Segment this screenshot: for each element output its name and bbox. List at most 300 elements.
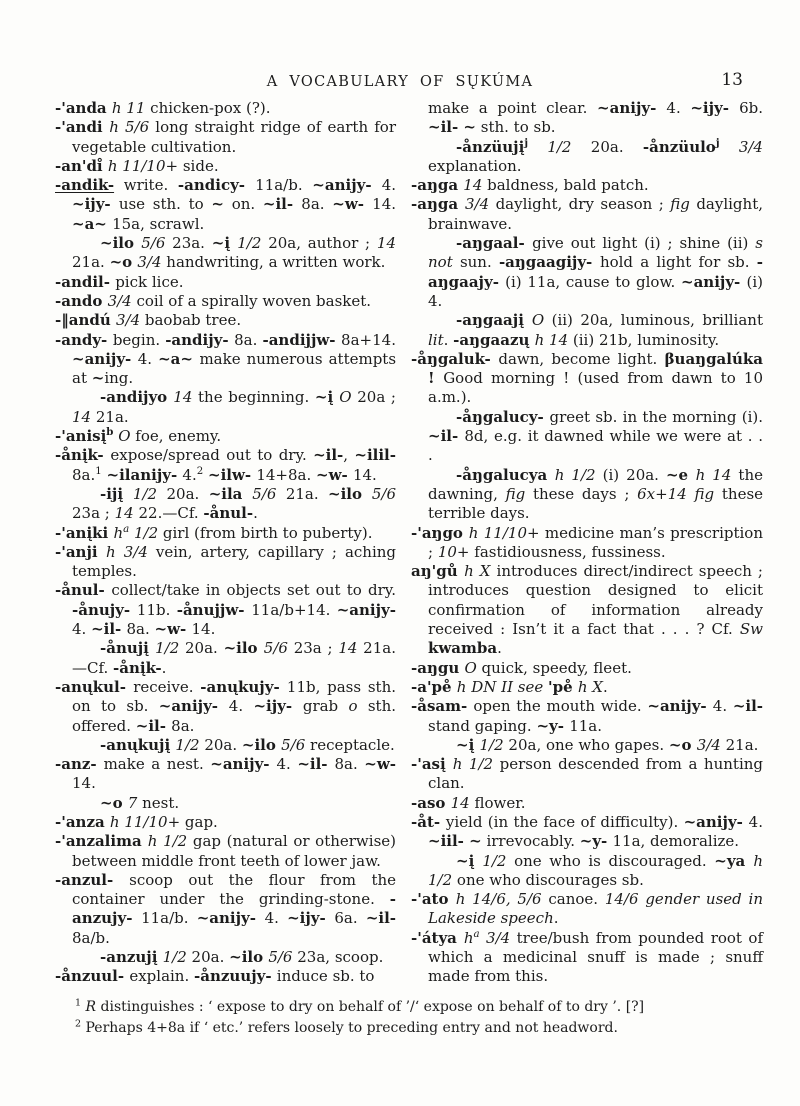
grammar-tag: 5/6 [263, 639, 294, 658]
grammar-tag: 14 [463, 176, 488, 195]
definition-text: 4. [72, 620, 92, 639]
definition-text: side. [182, 156, 219, 175]
grammar-tag: O [531, 311, 552, 330]
entry-paragraph [55, 871, 396, 948]
entry-paragraph [411, 852, 763, 891]
grammar-tag: 1/2 [547, 137, 591, 156]
definition-text: 23a ; [293, 639, 339, 658]
grammar-tag: h X [577, 677, 603, 696]
headword: ~anijy- [210, 755, 277, 774]
entry-paragraph [411, 794, 763, 813]
headword: ~ilo [223, 639, 264, 658]
entry-paragraph [55, 639, 396, 678]
headword: ~iil- ~ [428, 832, 482, 851]
definition-text: 20a. [166, 484, 209, 503]
headword-underlined: -andik- [55, 176, 115, 195]
definition-text: 4. [381, 176, 396, 195]
entry-paragraph [411, 195, 763, 234]
entry-paragraph [411, 234, 763, 311]
grammar-tag: fig [505, 484, 533, 503]
entry-paragraph [55, 292, 396, 311]
entry-paragraph [55, 234, 396, 273]
headword: -'andi [55, 118, 110, 137]
grammar-tag: h 14/6, 5/6 [455, 890, 549, 909]
grammar-tag: 5/6 [281, 735, 311, 754]
grammar-tag-superscript: a [473, 928, 480, 940]
headword: ~il- [135, 716, 172, 735]
grammar-tag: h 5/6 [109, 118, 156, 137]
grammar-tag: 3/4 [107, 291, 137, 310]
definition-text: 8a. [234, 330, 263, 349]
definition-text: 23a, scoop. [297, 948, 384, 967]
entry-paragraph [55, 311, 396, 330]
headword: ~anijy- [196, 909, 265, 928]
grammar-tag: h 1/2 [452, 755, 500, 774]
headword: -aŋgaal- [456, 234, 533, 253]
headword: -aŋgaajį [456, 311, 532, 330]
definition-text: handwriting, a written work. [166, 253, 386, 272]
grammar-tag: h 11/10+ [109, 812, 185, 831]
definition-text: dawn, become light. [498, 349, 665, 368]
grammar-tag: lit [428, 330, 444, 349]
entry-paragraph [411, 890, 763, 929]
grammar-tag: 10+ [437, 542, 475, 561]
headword: -'anisį [55, 427, 107, 446]
definition-text: collect/take in objects set out to dry. [111, 581, 396, 600]
definition-text: 14+8a. [256, 465, 317, 484]
two-column-text-area [55, 99, 763, 987]
entry-paragraph [411, 929, 763, 987]
headword: -anzujy- [72, 890, 396, 928]
definition-text: (i) 4. [428, 272, 763, 310]
entry-paragraph [55, 581, 396, 639]
headword: -andy- [55, 330, 113, 349]
entry-paragraph [55, 967, 396, 986]
headword: -åŋgalucya [456, 465, 555, 484]
definition-text: yield (in the face of difficulty). [445, 812, 684, 831]
definition-text: . [443, 330, 454, 349]
definition-text: stand gaping. [428, 716, 537, 735]
entry-paragraph [55, 99, 396, 118]
definition-text: ing. [104, 369, 134, 388]
headword: aŋ'gů [411, 562, 465, 581]
definition-text: 8a. [126, 620, 155, 639]
definition-text: 20a. [185, 639, 224, 658]
headword: -ånzuujy- [194, 967, 277, 986]
headword: -'anįki [55, 523, 114, 542]
grammar-tag: o [348, 697, 368, 716]
definition-text: make a nest. [103, 755, 211, 774]
grammar-tag: 14 [72, 407, 96, 426]
entry-paragraph [55, 948, 396, 967]
headword: ~į [211, 234, 238, 253]
grammar-tag: 5/6 [371, 484, 397, 503]
headword: ~ijy- [690, 99, 740, 117]
headword: -ånujį [100, 639, 156, 658]
definition-text: these days ; [532, 484, 638, 503]
entry-paragraph [411, 176, 763, 195]
grammar-tag: 1/2 [129, 523, 163, 542]
entry-paragraph [411, 755, 763, 794]
definition-text: flower. [474, 793, 526, 812]
definition-text: coil of a spirally woven basket. [136, 291, 372, 310]
entry-paragraph [55, 832, 396, 871]
headword: -ånujjw- [176, 600, 252, 619]
entry-paragraph [55, 427, 396, 446]
definition-text: sun. [459, 253, 499, 272]
grammar-tag: 1/2 [132, 484, 167, 503]
grammar-tag: 1/2 [237, 234, 269, 253]
grammar-tag: h 3/4 [106, 542, 156, 561]
entry-paragraph [55, 446, 396, 485]
footnote [75, 997, 765, 1018]
headword: ~ijy- [72, 195, 119, 214]
grammar-tag: 3/4 [464, 195, 496, 214]
definition-text: 8a. [72, 465, 96, 484]
headword: ~ilo [229, 948, 269, 967]
entry-paragraph [411, 466, 763, 524]
definition-text: 20a. [191, 948, 230, 967]
definition-text: foe, enemy. [135, 427, 222, 446]
definition-text: write. [114, 176, 178, 195]
definition-text: one who is discouraged. [514, 851, 715, 870]
definition-text: . [497, 639, 502, 658]
definition-text: . [602, 677, 608, 696]
grammar-tag: O [464, 658, 482, 677]
headword: ~ila [208, 484, 253, 503]
definition-text: quick, speedy, fleet. [481, 658, 632, 677]
headword: -'ato [411, 890, 456, 909]
headword: -'átya [411, 928, 464, 947]
grammar-tag: 5/6 [252, 484, 286, 503]
entry-paragraph [411, 311, 763, 350]
definition-text: 8a/b. [72, 928, 110, 947]
headword: ~w- [364, 755, 396, 774]
headword: ~e [665, 465, 696, 484]
entry-paragraph [55, 678, 396, 736]
definition-text: 8a. [171, 716, 195, 735]
headword: -åŋgaluk- [411, 349, 499, 368]
definition-text: open the mouth wide. [473, 697, 648, 716]
headword-superscript: b [106, 426, 114, 439]
definition-text: . [253, 504, 258, 523]
headword: -'anzalima [55, 832, 148, 851]
grammar-tag: h 1/2 [554, 465, 603, 484]
grammar-tag: 3/4 [696, 735, 726, 754]
definition-text: nest. [142, 793, 180, 812]
definition-text: sth. offered. [72, 697, 396, 735]
grammar-tag: Sw [739, 620, 763, 639]
grammar-tag: 14 [376, 234, 396, 253]
definition-text: chicken-pox (?). [150, 99, 271, 117]
headword: -andicy- [177, 176, 256, 195]
definition-text: Perhaps 4+8a if ‘ etc.’ refers loosely to preceding entry and not headword. [81, 1020, 618, 1036]
definition-text: 8a+14. [341, 330, 396, 349]
headword: -åt- [411, 812, 446, 831]
definition-text: introduces direct/indirect speech ; introduces question designed to elicit confirmation of information already received : Isn’t it a fact that . . . ? Cf. [428, 562, 763, 639]
grammar-tag: h 1/2 [147, 832, 193, 851]
definition-text: on. [224, 195, 263, 214]
headword: -ånul- [203, 504, 254, 523]
headword: ~anijy- [681, 272, 747, 291]
definition-text: 21a. [285, 484, 329, 503]
headword: -'aŋgo [411, 523, 469, 542]
definition-text: 22.—Cf. [138, 504, 204, 523]
entry-paragraph [55, 794, 396, 813]
headword: -aŋga [411, 176, 464, 195]
definition-text: tree/bush from pounded root of which a medicinal snuff is made ; snuff made from this. [428, 928, 763, 986]
headword: -aso [411, 793, 451, 812]
definition-text: 4. [264, 909, 288, 928]
grammar-tag: h 14 [695, 465, 739, 484]
entry-paragraph [55, 176, 396, 234]
grammar-tag: h 11/10+ [468, 523, 545, 542]
headword: ~y- [536, 716, 570, 735]
headword: -ånul- [55, 581, 112, 600]
grammar-tag: h 11/10+ [107, 156, 183, 175]
definition-text: 11b, pass sth. on to sb. [72, 677, 397, 716]
headword: ~į [314, 388, 340, 407]
headword: ~ya [714, 851, 754, 870]
definition-text: make numerous attempts at [72, 349, 397, 388]
headword: -aŋgu [411, 658, 465, 677]
headword: ~ilo [241, 735, 282, 754]
entry-paragraph [55, 388, 396, 427]
grammar-tag: h [113, 523, 124, 542]
grammar-tag: 1/2 [479, 735, 509, 754]
grammar-tag: h [463, 928, 474, 947]
headword: -andil- [55, 272, 116, 291]
definition-text: 14. [72, 774, 96, 793]
grammar-tag: h 14 [534, 330, 573, 349]
definition-text: long straight ridge of earth for vegetable cultivation. [72, 118, 396, 156]
grammar-tag: 14 [338, 639, 364, 658]
headword: ~ [91, 369, 105, 388]
definition-text: 20a, author ; [268, 234, 377, 253]
definition-text: 6a. [334, 909, 366, 928]
headword: -ånzuul- [55, 967, 130, 986]
definition-text [720, 138, 739, 156]
headword: -'anza [55, 812, 110, 831]
definition-text: greet sb. in the morning (i). [549, 407, 763, 426]
entry-paragraph [411, 408, 763, 466]
grammar-tag: O [339, 388, 358, 407]
definition-text: 21a. [72, 253, 110, 272]
definition-text: expose/spread out to dry. [110, 446, 314, 465]
grammar-tag: h X [464, 562, 497, 581]
grammar-tag: 14 [114, 504, 139, 523]
grammar-tag: 1/2 [155, 639, 186, 658]
entry-paragraph [55, 157, 396, 176]
headword: βuaŋgalúka ! [428, 349, 763, 388]
headword: ~il- [297, 755, 335, 774]
headword: -'anda [55, 99, 112, 117]
definition-text: daylight, dry season ; [495, 195, 671, 214]
definition-text: 21a. [725, 735, 759, 754]
headword: ~anijy- [72, 349, 138, 368]
definition-text: (i) 11a, cause to glow. [505, 272, 682, 291]
entry-paragraph [55, 331, 396, 389]
headword: ~ilil- [354, 446, 396, 465]
definition-text: 15a, scrawl. [112, 214, 205, 233]
definition-text: 20a ; [357, 388, 396, 407]
headword: ~o [100, 793, 128, 812]
definition-text: 20a. [590, 137, 643, 156]
headword: -‖andú [55, 311, 116, 330]
headword: ~ijy- [253, 697, 303, 716]
entry-paragraph [411, 659, 763, 678]
definition-text: explanation. [428, 156, 522, 175]
definition-text: person descended from a hunting clan. [428, 755, 764, 793]
headword: ~il- [91, 620, 127, 639]
headword: -anųkul- [55, 677, 134, 696]
footnote-ref: 2 [75, 1018, 82, 1030]
entry-paragraph [411, 138, 763, 177]
headword: ~a~ [72, 214, 113, 233]
headword: -an'dı̊ [55, 156, 108, 175]
headword: -'asį [411, 755, 453, 774]
grammar-tag: 3/4 [479, 928, 517, 947]
headword: ~il- ~ [428, 118, 476, 137]
headword: ~anijy- [336, 600, 396, 619]
grammar-tag: 5/6 [268, 948, 298, 967]
definition-text: sth. to sb. [475, 118, 556, 137]
headword: -anzujį [100, 948, 163, 967]
entry-paragraph [411, 736, 763, 755]
entry-paragraph [55, 755, 396, 794]
definition-text: irrevocably. [481, 832, 580, 851]
grammar-tag: h 1/2 [428, 851, 763, 889]
definition-text: canoe. [548, 890, 605, 909]
headword: -ijį [100, 484, 133, 503]
headword: ~il- [313, 446, 344, 465]
definition-text: 11a/b. [141, 909, 197, 928]
entry-paragraph [411, 524, 763, 563]
definition-text: distinguishes : ‘ expose to dry on behalf of ’/‘ expose on behalf of to dry ’. [?] [100, 999, 645, 1015]
headword: ~anijy- [158, 697, 229, 716]
headword: ~ilw- [208, 465, 257, 484]
headword: -ånujy- [72, 600, 137, 619]
definition-text: 11a/b+14. [251, 600, 337, 619]
entry-paragraph [411, 678, 763, 697]
definition-text: (i) 20a. [602, 465, 666, 484]
headword: kwamba [428, 639, 498, 658]
definition-text: daylight, brainwave. [428, 195, 763, 233]
headword: -aŋgaagijy- [498, 253, 600, 272]
definition-text: . [553, 909, 559, 928]
definition-text: 4. [712, 697, 733, 716]
definition-text: 11b. [136, 600, 177, 619]
definition-text: 4. [276, 755, 298, 774]
definition-text: give out light (i) ; shine (ii) [532, 234, 756, 253]
entry-paragraph [411, 350, 763, 408]
headword: ~ilanijy- [106, 465, 183, 484]
definition-text: baldness, bald patch. [487, 176, 649, 195]
headword-superscript: j [524, 136, 528, 149]
headword: ~anijy- [683, 812, 749, 831]
grammar-tag: 1/2 [482, 851, 515, 870]
definition-text: 14. [372, 195, 397, 214]
grammar-tag: R [85, 999, 101, 1015]
entry-paragraph [55, 543, 396, 582]
definition-text: grab [302, 697, 349, 716]
headword: -anz- [55, 755, 104, 774]
headword: ~w- [154, 620, 192, 639]
footnote-ref: 2 [196, 465, 204, 477]
definition-text: 11a. [569, 716, 602, 735]
headword: ~w- [332, 195, 373, 214]
headword: -anųkujį [100, 735, 176, 754]
definition-text: . [161, 658, 167, 677]
grammar-tag: 1/2 [162, 948, 192, 967]
definition-text: (ii) 20a, luminous, brilliant [551, 311, 763, 330]
headword: -åsam- [411, 697, 474, 716]
definition-text: these terrible days. [428, 484, 764, 523]
headword: -andijjw- [262, 330, 342, 349]
definition-text: the dawning, [428, 465, 763, 503]
definition-text: baobab tree. [144, 311, 242, 330]
entry-paragraph [411, 697, 763, 736]
definition-text: hold a light for sb. [599, 253, 757, 272]
headword: -ando [55, 291, 108, 310]
definition-text: scoop out the flour from the container under the grinding-stone. [72, 870, 397, 909]
grammar-tag: 5/6 [141, 234, 173, 253]
definition-text: induce sb. to [276, 967, 375, 986]
definition-text: 14. [352, 465, 377, 484]
headword: -ånzüujį [456, 137, 525, 156]
headword: -a'pe̊ [411, 677, 457, 696]
headword: ~ilo [328, 484, 372, 503]
headword: ~il- [428, 427, 465, 446]
headword: ~anijy- [312, 176, 382, 195]
entry-paragraph [55, 118, 396, 157]
definition-text: 8d, e.g. it dawned while we were at . . . [428, 427, 763, 465]
headword: -aŋgaajy- [428, 253, 763, 291]
definition-text: vein, artery, capillary ; aching temples. [72, 542, 397, 581]
definition-text: use sth. to [118, 195, 212, 214]
definition-text: 23a. [172, 234, 212, 253]
headword-superscript: j [715, 136, 720, 149]
definition-text: 21a. [95, 407, 129, 426]
definition-text: 8a. [334, 755, 365, 774]
headword: -ånįk- [113, 658, 162, 677]
definition-text: 4. [182, 465, 197, 484]
grammar-tag: h DN II see [456, 677, 548, 696]
footnote [75, 1018, 765, 1039]
headword: ~il- [732, 697, 764, 716]
definition-text: 23a ; [72, 504, 115, 523]
headword: ~o [109, 253, 138, 272]
footnotes-section [75, 997, 765, 1039]
headword: ~anijy- [597, 99, 667, 117]
left-column [55, 99, 396, 987]
definition-text: gap. [184, 812, 218, 831]
headword: -ånįk- [55, 446, 111, 465]
grammar-tag: 14/6 gender used in Lakeside speech [428, 890, 763, 928]
entry-paragraph [55, 485, 396, 524]
headword: -andijy- [165, 330, 235, 349]
footnote-ref: 1 [75, 997, 82, 1009]
entry-paragraph [411, 562, 763, 658]
definition-text: 21a.—Cf. [72, 639, 396, 677]
definition-text: receive. [133, 677, 201, 696]
entry-paragraph [411, 99, 763, 138]
definition-text: 8a. [301, 195, 333, 214]
grammar-tag: 6x+14 fig [637, 484, 722, 503]
grammar-tag: 14 [450, 793, 475, 812]
page-number: 13 [721, 70, 743, 90]
entry-paragraph [411, 813, 763, 852]
